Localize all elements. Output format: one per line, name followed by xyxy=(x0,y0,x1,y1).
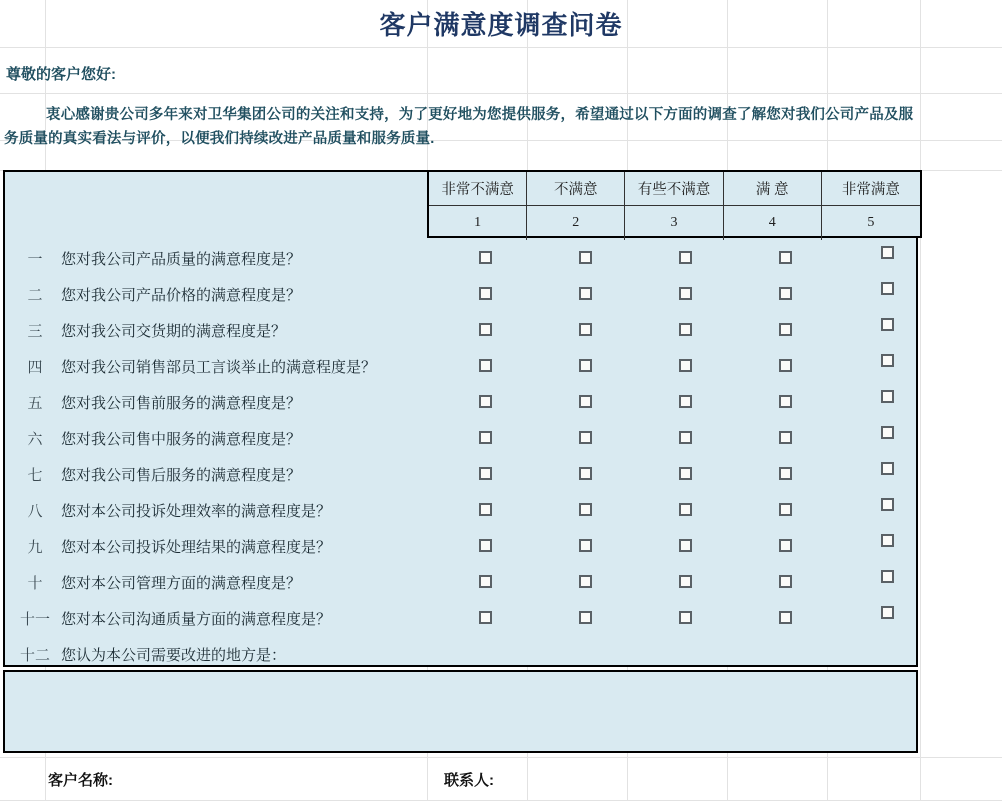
question-index: 八 xyxy=(27,503,43,520)
rating-checkbox-q7-2[interactable] xyxy=(579,467,592,480)
scale-number-row xyxy=(429,206,920,240)
rating-checkbox-q1-3[interactable] xyxy=(679,251,692,264)
rating-checkbox-q10-1[interactable] xyxy=(479,575,492,588)
rating-checkbox-q3-4[interactable] xyxy=(779,323,792,336)
rating-checkbox-q6-3[interactable] xyxy=(679,431,692,444)
question-row xyxy=(5,492,916,528)
footer-row xyxy=(0,757,1002,801)
scale-label-row xyxy=(429,172,920,206)
question-text: 您对我公司产品质量的满意程度是？ xyxy=(61,251,302,268)
question-row xyxy=(5,276,916,312)
scale-number-4: 4 xyxy=(724,206,822,240)
rating-checkbox-q8-3[interactable] xyxy=(679,503,692,516)
rating-checkbox-q11-2[interactable] xyxy=(579,611,592,624)
question-text: 您对本公司投诉处理结果的满意程度是？ xyxy=(61,539,332,556)
salutation-text: 尊敬的客户您好: xyxy=(6,65,116,83)
question-text: 您对我公司销售部员工言谈举止的满意程度是？ xyxy=(61,359,377,376)
customer-name-label: 客户名称: xyxy=(48,771,113,789)
rating-checkbox-q2-4[interactable] xyxy=(779,287,792,300)
rating-checkbox-q10-5[interactable] xyxy=(881,570,894,583)
scale-label-2: 不满意 xyxy=(527,172,625,205)
scale-number-1: 1 xyxy=(429,206,527,240)
rating-checkbox-q3-1[interactable] xyxy=(479,323,492,336)
question-index: 十一 xyxy=(19,611,50,628)
rating-checkbox-q5-3[interactable] xyxy=(679,395,692,408)
rating-checkbox-q2-5[interactable] xyxy=(881,282,894,295)
question-row xyxy=(5,240,916,276)
rating-checkbox-q5-2[interactable] xyxy=(579,395,592,408)
scale-header xyxy=(427,170,922,238)
rating-checkbox-q7-1[interactable] xyxy=(479,467,492,480)
question-index: 七 xyxy=(27,467,43,484)
question-index: 一 xyxy=(27,251,43,268)
rating-checkbox-q10-4[interactable] xyxy=(779,575,792,588)
rating-checkbox-q9-4[interactable] xyxy=(779,539,792,552)
scale-label-1: 非常不满意 xyxy=(429,172,527,205)
question-row xyxy=(5,636,916,672)
rating-checkbox-q1-1[interactable] xyxy=(479,251,492,264)
rating-checkbox-q3-3[interactable] xyxy=(679,323,692,336)
rating-checkbox-q10-3[interactable] xyxy=(679,575,692,588)
rating-checkbox-q1-4[interactable] xyxy=(779,251,792,264)
rating-checkbox-q6-4[interactable] xyxy=(779,431,792,444)
question-text: 您对我公司售后服务的满意程度是？ xyxy=(61,467,302,484)
rating-checkbox-q2-2[interactable] xyxy=(579,287,592,300)
rating-checkbox-q6-2[interactable] xyxy=(579,431,592,444)
survey-table xyxy=(3,170,918,667)
scale-number-5: 5 xyxy=(867,215,875,230)
question-index: 六 xyxy=(27,431,43,448)
question-row xyxy=(5,384,916,420)
scale-number-2: 2 xyxy=(527,206,625,240)
question-row xyxy=(5,420,916,456)
rating-checkbox-q11-1[interactable] xyxy=(479,611,492,624)
rating-checkbox-q8-1[interactable] xyxy=(479,503,492,516)
question-text: 您对我公司产品价格的满意程度是？ xyxy=(61,287,302,304)
rating-checkbox-q9-1[interactable] xyxy=(479,539,492,552)
rating-checkbox-q6-1[interactable] xyxy=(479,431,492,444)
rating-checkbox-q7-5[interactable] xyxy=(881,462,894,475)
question-index: 九 xyxy=(27,539,43,556)
rating-checkbox-q8-5[interactable] xyxy=(881,498,894,511)
rating-checkbox-q11-5[interactable] xyxy=(881,606,894,619)
rating-checkbox-q5-1[interactable] xyxy=(479,395,492,408)
question-index: 五 xyxy=(27,395,43,412)
rating-checkbox-q4-1[interactable] xyxy=(479,359,492,372)
rating-checkbox-q10-2[interactable] xyxy=(579,575,592,588)
rating-checkbox-q2-1[interactable] xyxy=(479,287,492,300)
rating-checkbox-q4-4[interactable] xyxy=(779,359,792,372)
question-index: 十 xyxy=(27,575,43,592)
question-text: 您对我公司售中服务的满意程度是？ xyxy=(61,431,302,448)
rating-checkbox-q5-5[interactable] xyxy=(881,390,894,403)
question-row xyxy=(5,528,916,564)
rating-checkbox-q6-5[interactable] xyxy=(881,426,894,439)
question-text: 您对本公司投诉处理效率的满意程度是？ xyxy=(61,503,332,520)
intro-paragraph: 衷心感谢贵公司多年来对卫华集团公司的关注和支持，为了更好地为您提供服务，希望通过以下方面的调查了解您对我们公司产品及服务质量的真实看法与评价，以便我们持续改进产品质量和服务质量. xyxy=(4,107,914,147)
question-row xyxy=(5,564,916,600)
rating-checkbox-q8-4[interactable] xyxy=(779,503,792,516)
question-row xyxy=(5,348,916,384)
rating-checkbox-q9-3[interactable] xyxy=(679,539,692,552)
rating-checkbox-q8-2[interactable] xyxy=(579,503,592,516)
rating-checkbox-q2-3[interactable] xyxy=(679,287,692,300)
rating-checkbox-q11-3[interactable] xyxy=(679,611,692,624)
grid-line-horizontal xyxy=(0,47,1002,48)
question-text: 您对我公司交货期的满意程度是？ xyxy=(61,323,287,340)
scale-number-3: 3 xyxy=(625,206,723,240)
rating-checkbox-q1-2[interactable] xyxy=(579,251,592,264)
rating-checkbox-q9-5[interactable] xyxy=(881,534,894,547)
question-index: 二 xyxy=(27,287,43,304)
scale-label-4: 满 意 xyxy=(724,172,822,205)
page-title xyxy=(0,0,1002,47)
question-text: 您对本公司管理方面的满意程度是？ xyxy=(61,575,302,592)
grid-line-horizontal xyxy=(0,93,1002,94)
rating-checkbox-q9-2[interactable] xyxy=(579,539,592,552)
contact-person-label: 联系人: xyxy=(444,771,494,789)
page-title-text: 客户满意度调查问卷 xyxy=(379,11,623,40)
rating-checkbox-q1-5[interactable] xyxy=(881,246,894,259)
question-row xyxy=(5,600,916,636)
rating-checkbox-q4-3[interactable] xyxy=(679,359,692,372)
scale-label-5: 非常满意 xyxy=(841,182,900,198)
rating-checkbox-q11-4[interactable] xyxy=(779,611,792,624)
scale-label-3: 有些不满意 xyxy=(625,172,723,205)
question-text: 您对我公司售前服务的满意程度是？ xyxy=(61,395,302,412)
question-text: 您对本公司沟通质量方面的满意程度是？ xyxy=(61,611,332,628)
rating-checkbox-q7-4[interactable] xyxy=(779,467,792,480)
question-index: 四 xyxy=(27,359,43,376)
improvement-answer-box[interactable] xyxy=(3,670,918,753)
rating-checkbox-q7-3[interactable] xyxy=(679,467,692,480)
question-text: 您认为本公司需要改进的地方是： xyxy=(61,647,287,664)
rating-checkbox-q5-4[interactable] xyxy=(779,395,792,408)
question-row xyxy=(5,312,916,348)
rating-checkbox-q4-2[interactable] xyxy=(579,359,592,372)
question-index: 十二 xyxy=(19,647,50,664)
rating-checkbox-q4-5[interactable] xyxy=(881,354,894,367)
rating-checkbox-q3-2[interactable] xyxy=(579,323,592,336)
question-row xyxy=(5,456,916,492)
question-index: 三 xyxy=(27,323,43,340)
rating-checkbox-q3-5[interactable] xyxy=(881,318,894,331)
